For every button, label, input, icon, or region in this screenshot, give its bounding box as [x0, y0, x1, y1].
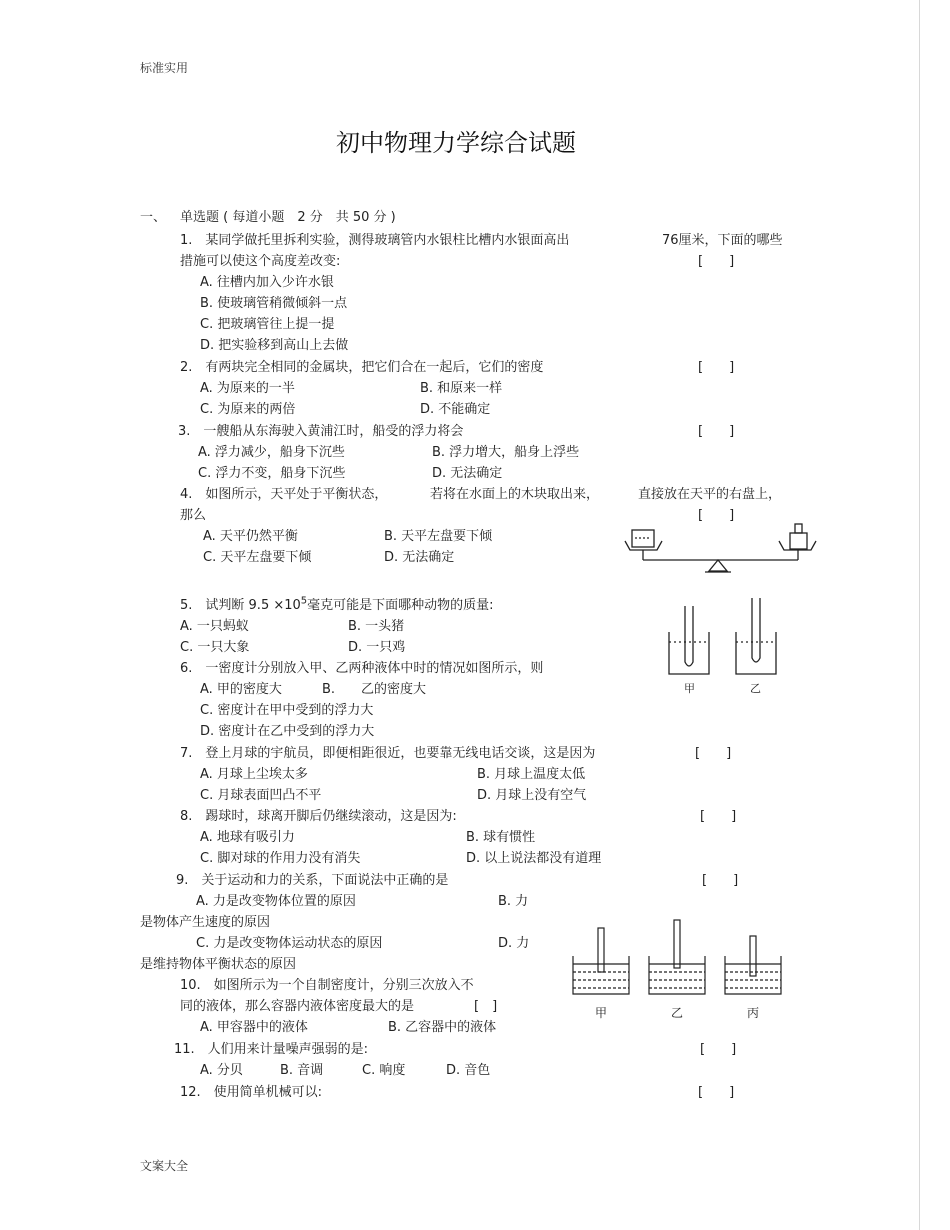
- figure10-label-bing: 丙: [747, 1006, 760, 1020]
- q9-option-a: A. 力是改变物体位置的原因: [196, 894, 356, 909]
- q4-stem-line2: 那么: [180, 508, 207, 523]
- q9-option-b: B. 力: [498, 894, 529, 909]
- q8-option-c: C. 脚对球的作用力没有消失: [200, 851, 361, 866]
- q4-stem-part3: 直接放在天平的右盘上，: [638, 487, 782, 502]
- q4-option-d: D. 无法确定: [384, 550, 455, 565]
- q1-option-c: C. 把玻璃管往上提一提: [200, 317, 335, 332]
- figure6-label-jia: 甲: [684, 682, 695, 695]
- page-edge-line: [919, 0, 920, 1230]
- section-heading: 单选题 ( 每道小题 2 分 共 50 分 ): [180, 210, 396, 225]
- q11-option-a: A. 分贝: [200, 1063, 243, 1078]
- q3-option-a: A. 浮力减少，船身下沉些: [198, 445, 345, 460]
- q3-answer-bracket: [ ]: [698, 424, 735, 439]
- figure6-label-yi: 乙: [750, 682, 761, 695]
- q2-stem: 2. 有两块完全相同的金属块，把它们合在一起后，它们的密度: [180, 360, 544, 375]
- q7-stem: 7. 登上月球的宇航员，即便相距很近，也要靠无线电话交谈，这是因为: [180, 746, 596, 761]
- q4-stem-part2: 若将在水面上的木块取出来，: [430, 487, 600, 502]
- q6-stem: 6. 一密度计分别放入甲、乙两种液体中时的情况如图所示，则: [180, 661, 544, 676]
- q8-option-d: D. 以上说法都没有道理: [466, 851, 602, 866]
- q3-option-c: C. 浮力不变，船身下沉些: [198, 466, 346, 481]
- q7-option-c: C. 月球表面凹凸不平: [200, 788, 322, 803]
- q1-option-a: A. 往槽内加入少许水银: [200, 275, 334, 290]
- q4-option-b: B. 天平左盘要下倾: [384, 529, 493, 544]
- q9-option-c: C. 力是改变物体运动状态的原因: [196, 936, 383, 951]
- q2-option-b: B. 和原来一样: [420, 381, 503, 396]
- q11-option-c: C. 响度: [362, 1063, 406, 1078]
- q4-stem-part1: 4. 如图所示，天平处于平衡状态，: [180, 487, 388, 502]
- q6-option-d: D. 密度计在乙中受到的浮力大: [200, 724, 375, 739]
- hydrometer-two-liquids-figure: [663, 594, 783, 698]
- q5-option-c: C. 一只大象: [180, 640, 250, 655]
- q7-option-b: B. 月球上温度太低: [477, 767, 586, 782]
- q2-option-a: A. 为原来的一半: [200, 381, 295, 396]
- page-header: 标准实用: [140, 61, 189, 75]
- q8-option-b: B. 球有惯性: [466, 830, 536, 845]
- q9-option-d: D. 力: [498, 936, 530, 951]
- q11-option-d: D. 音色: [446, 1063, 491, 1078]
- q5-option-a: A. 一只蚂蚁: [180, 619, 249, 634]
- q6-option-b: B. 乙的密度大: [322, 682, 427, 697]
- q3-option-b: B. 浮力增大，船身上浮些: [432, 445, 580, 460]
- q5-stem: [180, 597, 494, 615]
- q10-stem: 10. 如图所示为一个自制密度计，分别三次放入不: [180, 978, 474, 993]
- q8-answer-bracket: [ ]: [700, 809, 737, 824]
- q11-answer-bracket: [ ]: [700, 1042, 737, 1057]
- q10-answer-bracket: [ ]: [474, 999, 498, 1014]
- q4-option-a: A. 天平仍然平衡: [203, 529, 298, 544]
- section-number: 一、: [140, 210, 167, 225]
- q9-answer-bracket: [ ]: [702, 873, 739, 888]
- q1-stem-value: 76厘米，下面的哪些: [662, 233, 783, 248]
- q4-option-c: C. 天平左盘要下倾: [203, 550, 312, 565]
- q6-option-a: A. 甲的密度大: [200, 682, 282, 697]
- figure10-label-jia: 甲: [595, 1006, 608, 1020]
- q5-stem-text: 5. 试判断 9.5 ×10: [180, 598, 301, 613]
- figure10-label-yi: 乙: [671, 1006, 684, 1020]
- hydrometer-three-liquids-figure: [568, 916, 788, 1000]
- q4-answer-bracket: [ ]: [698, 508, 735, 523]
- q2-answer-bracket: [ ]: [698, 360, 735, 375]
- q10-option-a: A. 甲容器中的液体: [200, 1020, 308, 1035]
- q1-option-b: B. 使玻璃管稍微倾斜一点: [200, 296, 348, 311]
- page-footer: 文案大全: [140, 1159, 189, 1173]
- balance-scale-figure: [615, 518, 827, 578]
- q9-option-b-continued: 是物体产生速度的原因: [140, 915, 271, 930]
- q8-option-a: A. 地球有吸引力: [200, 830, 295, 845]
- q1-stem-line2: 措施可以使这个高度差改变:: [180, 254, 341, 269]
- q1-answer-bracket: [ ]: [698, 254, 735, 269]
- q3-option-d: D. 无法确定: [432, 466, 503, 481]
- q9-stem: 9. 关于运动和力的关系，下面说法中正确的是: [176, 873, 449, 888]
- q7-option-d: D. 月球上没有空气: [477, 788, 587, 803]
- q5-stem-text-end: 毫克可能是下面哪种动物的质量:: [307, 598, 494, 613]
- q1-stem: 1. 某同学做托里拆利实验，测得玻璃管内水银柱比槽内水银面高出: [180, 233, 570, 248]
- q5-option-b: B. 一头猪: [348, 619, 405, 634]
- q11-stem: 11. 人们用来计量噪声强弱的是:: [174, 1042, 369, 1057]
- q10-stem-line2: 同的液体，那么容器内液体密度最大的是: [180, 999, 415, 1014]
- q12-stem: 12. 使用简单机械可以:: [180, 1085, 323, 1100]
- q10-option-b: B. 乙容器中的液体: [388, 1020, 497, 1035]
- q5-option-d: D. 一只鸡: [348, 640, 406, 655]
- q7-answer-bracket: [ ]: [695, 746, 732, 761]
- q3-stem: 3. 一艘船从东海驶入黄浦江时，船受的浮力将会: [178, 424, 464, 439]
- q2-option-c: C. 为原来的两倍: [200, 402, 296, 417]
- page-title: 初中物理力学综合试题: [336, 129, 576, 157]
- q1-option-d: D. 把实验移到高山上去做: [200, 338, 349, 353]
- q7-option-a: A. 月球上尘埃太多: [200, 767, 308, 782]
- q11-option-b: B. 音调: [280, 1063, 324, 1078]
- q2-option-d: D. 不能确定: [420, 402, 491, 417]
- q6-option-c: C. 密度计在甲中受到的浮力大: [200, 703, 374, 718]
- q12-answer-bracket: [ ]: [698, 1085, 735, 1100]
- q9-option-d-continued: 是维持物体平衡状态的原因: [140, 957, 297, 972]
- q8-stem: 8. 踢球时，球离开脚后仍继续滚动，这是因为:: [180, 809, 457, 824]
- q5-exponent: 5: [300, 595, 308, 607]
